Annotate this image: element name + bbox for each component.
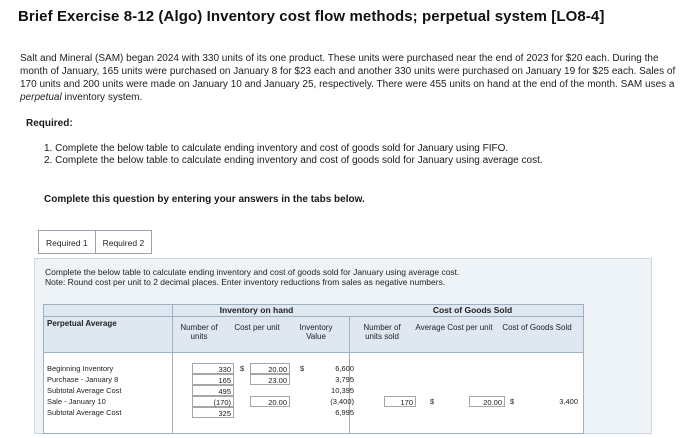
row-label: Subtotal Average Cost: [47, 386, 122, 395]
table-row: [44, 396, 583, 407]
cost-per-unit-input[interactable]: 20.00: [250, 363, 290, 374]
inventory-value: 6,600: [335, 364, 354, 373]
cost-per-unit-input[interactable]: 20.00: [250, 396, 290, 407]
inventory-value: 6,995: [335, 408, 354, 417]
inventory-value: (3,400): [330, 397, 354, 406]
table-row: [44, 374, 583, 385]
units-input[interactable]: (170): [192, 396, 234, 407]
complete-note: Complete this question by entering your answers in the tabs below.: [44, 194, 365, 205]
cost-per-unit-input[interactable]: 23.00: [250, 374, 290, 385]
group-cost-of-goods-sold: Cost of Goods Sold: [432, 305, 513, 315]
table-row: [44, 385, 583, 396]
page-title: Brief Exercise 8-12 (Algo) Inventory cost flow methods; perpetual system [LO8-4]: [18, 8, 605, 25]
tab-required-2[interactable]: Required 2: [96, 230, 153, 254]
tab-required-1[interactable]: Required 1: [38, 230, 96, 254]
col-cost-of-goods-sold: Cost of Goods Sold: [502, 323, 572, 332]
units-input[interactable]: 330: [192, 363, 234, 374]
group-inventory-on-hand: Inventory on hand: [219, 305, 294, 315]
column-header-row: [44, 317, 583, 353]
required-item-2: 2. Complete the below table to calculate ending inventory and cost of goods sold for January using average cost.: [44, 155, 543, 166]
table-row: [44, 363, 583, 374]
instructions: [45, 267, 459, 287]
units-input[interactable]: 495: [192, 385, 234, 396]
currency-symbol: $: [430, 397, 435, 406]
required-list: [44, 143, 543, 167]
cost-of-goods-sold-value: 3,400: [559, 397, 578, 406]
tab-bar: [38, 230, 152, 254]
col-inventory-value: Inventory Value: [299, 323, 333, 341]
problem-text: Salt and Mineral (SAM) began 2024 with 330 units of its one product. These units were purchased near the end of 2023 for $20 each. During the month of January, 165 units were purchased on January 8 for $23 each and another 330 units were purchased on January 19 for $25 each. Sales of 170 units and 200 units were made on January 10 and January 25, respectively. There were 455 units on hand at the end of the month. SAM uses a perpetual inventory system.: [20, 53, 676, 103]
row-label: Sale - January 10: [47, 397, 106, 406]
average-cost-input[interactable]: 20.00: [469, 396, 505, 407]
inventory-value: 3,795: [335, 375, 354, 384]
group-header-row: [44, 305, 583, 317]
table-row: [44, 407, 583, 418]
average-cost-table: [43, 304, 584, 434]
required-heading: Required:: [26, 118, 73, 129]
row-label: Subtotal Average Cost: [47, 408, 122, 417]
required-item-1: 1. Complete the below table to calculate ending inventory and cost of goods sold for January using FIFO.: [44, 143, 509, 154]
currency-symbol: $: [240, 364, 245, 373]
row-label: Beginning Inventory: [47, 364, 114, 373]
col-units-sold: Number of units sold: [363, 323, 401, 341]
units-sold-input[interactable]: 170: [384, 396, 416, 407]
row-label: Purchase - January 8: [47, 375, 119, 384]
currency-symbol: $: [510, 397, 515, 406]
units-input[interactable]: 165: [192, 374, 234, 385]
units-input[interactable]: 325: [192, 407, 234, 418]
col-cost-per-unit: Cost per unit: [234, 323, 280, 332]
inventory-value: 10,395: [331, 386, 354, 395]
col-number-of-units: Number of units: [180, 323, 218, 341]
col-average-cost-per-unit: Average Cost per unit: [415, 323, 493, 332]
tab-panel: [34, 258, 652, 434]
col-perpetual-average: Perpetual Average: [47, 319, 117, 328]
currency-symbol: $: [300, 364, 305, 373]
instruction-note: Note: Round cost per unit to 2 decimal places. Enter inventory reductions from sales as negative numbers.: [45, 277, 446, 287]
instruction-line: Complete the below table to calculate ending inventory and cost of goods sold for January using average cost.: [45, 267, 460, 277]
